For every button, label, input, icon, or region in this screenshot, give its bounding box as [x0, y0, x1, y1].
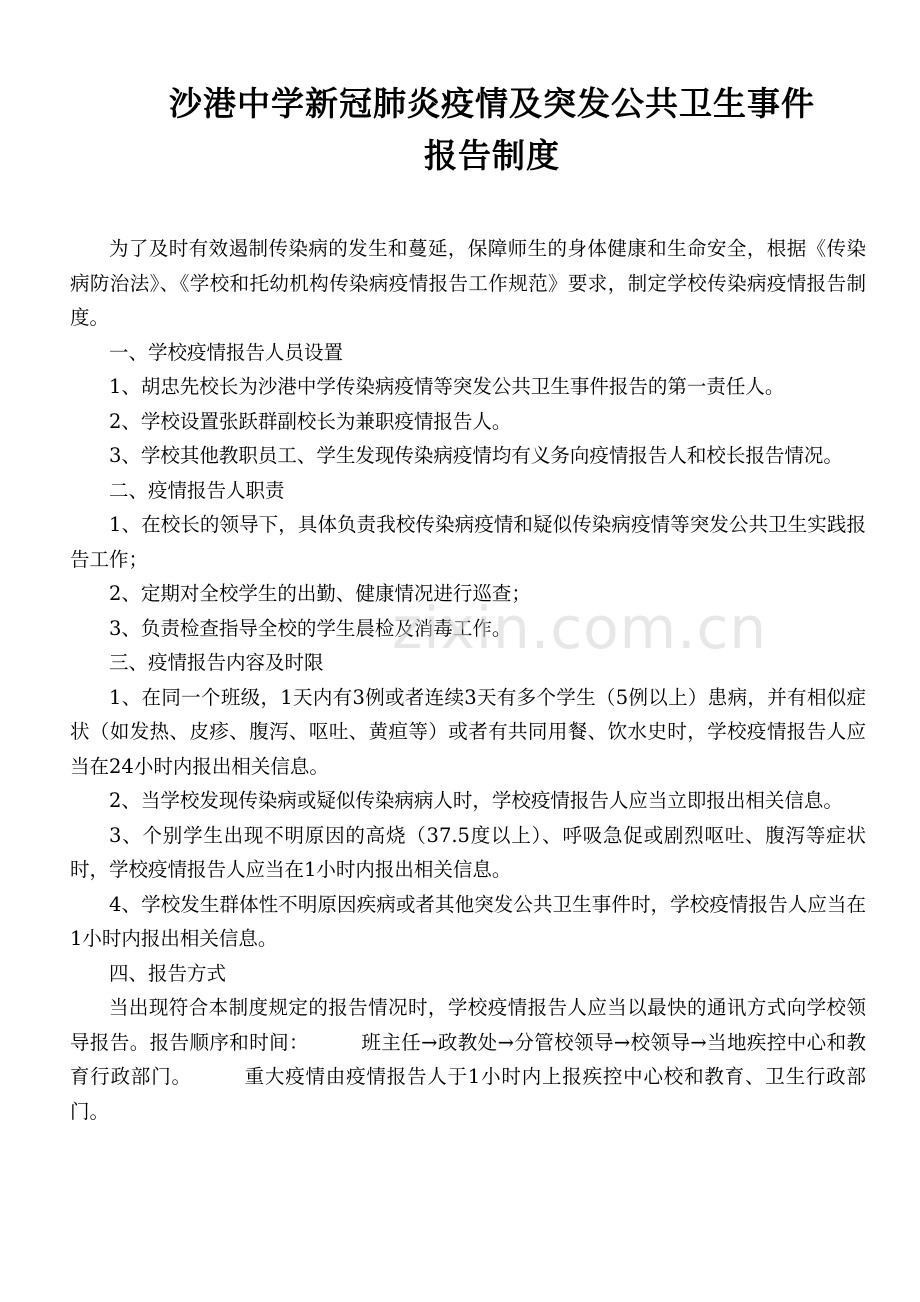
paragraph-4-1-part-1: 当出现符合本制度规定的报告情况时，学校疫情报告人应当以最快的通讯方式向学校领导报告。报告顺序和时间： — [70, 996, 866, 1054]
paragraph-4-1-part-3: 重大疫情由疫情报告人于1小时内上报疾控中心校和教育、卫生行政部门。 — [70, 1065, 866, 1123]
paragraph-2-1: 1、在校长的领导下，具体负责我校传染病疫情和疑似传染病疫情等突发公共卫生实践报告工作； — [70, 513, 866, 571]
paragraph-3-2: 2、当学校发现传染病或疑似传染病病人时，学校疫情报告人应当立即报出相关信息。 — [109, 789, 843, 812]
section-heading-3: 三、疫情报告内容及时限 — [109, 651, 324, 674]
paragraph-intro: 为了及时有效遏制传染病的发生和蔓延，保障师生的身体健康和生命安全，根据《传染病防治法》、《学校和托幼机构传染病疫情报告工作规范》要求，制定学校传染病疫情报告制度。 — [70, 237, 866, 329]
paragraph-1-2: 2、学校设置张跃群副校长为兼职疫情报告人。 — [109, 409, 512, 433]
section-heading-4: 四、报告方式 — [109, 961, 227, 985]
paragraph-3-4: 4、学校发生群体性不明原因疾病或者其他突发公共卫生事件时，学校疫情报告人应当在1小时内报出相关信息。 — [70, 892, 866, 950]
document-title-line-1: 沙港中学新冠肺炎疫情及突发公共卫生事件 — [169, 84, 815, 123]
paragraph-4-1 — [70, 991, 866, 1129]
paragraph-3-3: 3、个别学生出现不明原因的高烧（37.5度以上）、呼吸急促或剧烈呕吐、腹泻等症状时，学校疫情报告人应当在1小时内报出相关信息。 — [70, 823, 866, 881]
document-title-line-2: 报告制度 — [424, 136, 560, 175]
paragraph-1-3: 3、学校其他教职员工、学生发现传染病疫情均有义务向疫情报告人和校长报告情况。 — [109, 444, 843, 467]
document-body — [70, 232, 866, 1129]
paragraph-2-3: 3、负责检查指导全校的学生晨检及消毒工作。 — [109, 616, 512, 640]
paragraph-4-1-part-2: 班主任→政教处→分管校领导→校领导→当地疾控中心和教育行政部门。 — [70, 1030, 866, 1088]
section-heading-1: 一、学校疫情报告人员设置 — [109, 340, 344, 364]
paragraph-3-1: 1、在同一个班级，1天内有3例或者连续3天有多个学生（5例以上）患病，并有相似症状（如发热、皮疹、腹泻、呕吐、黄疸等）或者有共同用餐、饮水史时，学校疫情报告人应当在24小时内报出相关信息。 — [70, 685, 866, 778]
watermark: zixin.com.cn — [392, 594, 768, 662]
paragraph-1-1: 1、胡忠先校长为沙港中学传染病疫情等突发公共卫生事件报告的第一责任人。 — [109, 375, 785, 398]
section-heading-2: 二、疫情报告人职责 — [109, 478, 285, 502]
paragraph-2-2: 2、定期对全校学生的出勤、健康情况进行巡查； — [109, 582, 531, 605]
